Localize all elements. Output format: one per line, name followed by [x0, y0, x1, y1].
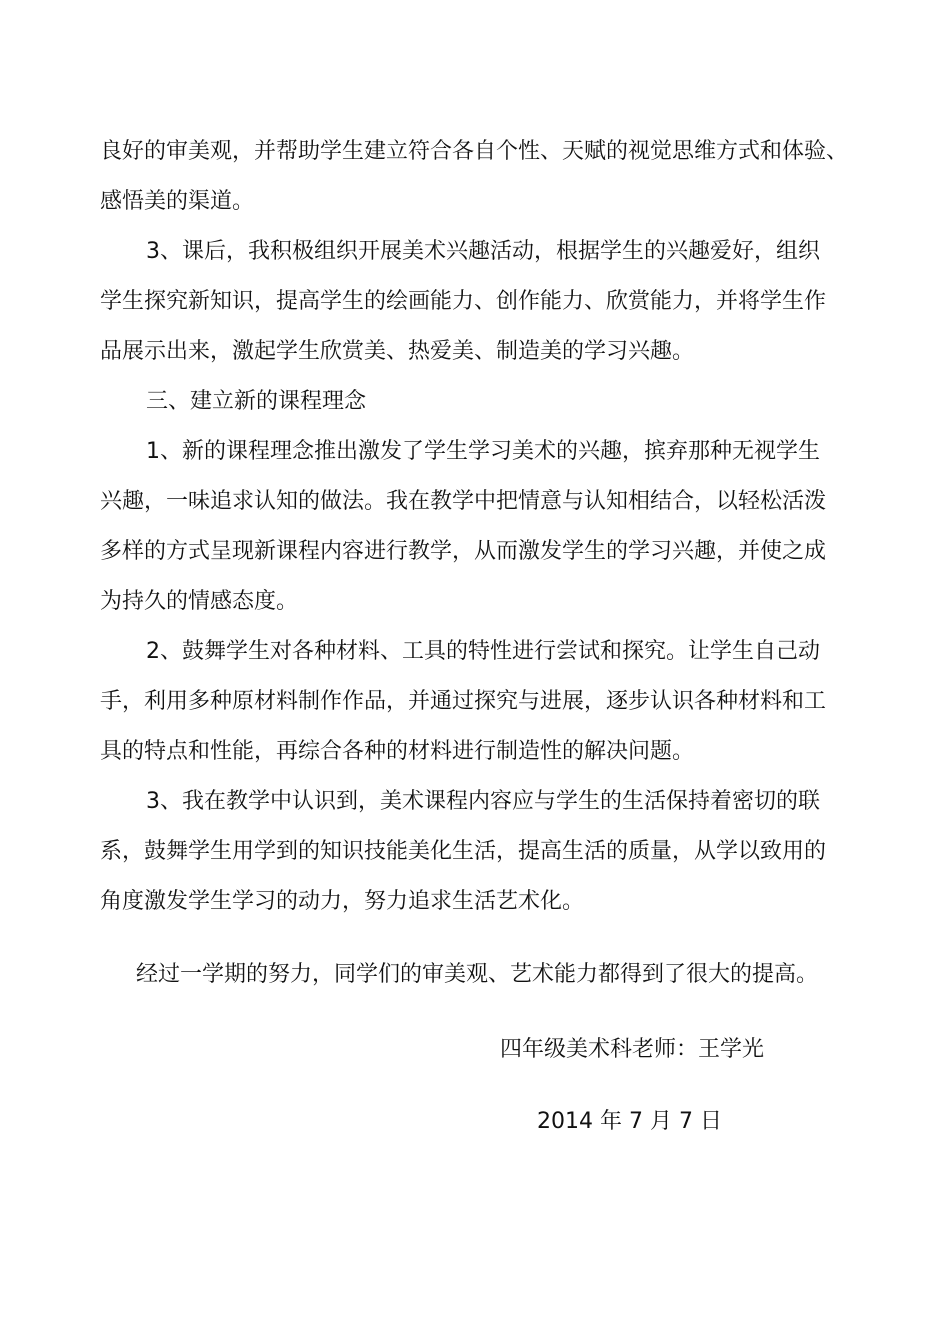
text-line: 3、课后，我积极组织开展美术兴趣活动，根据学生的兴趣爱好，组织	[146, 239, 820, 264]
text-line: 角度激发学生学习的动力，努力追求生活艺术化。	[100, 889, 585, 914]
text-line: 为持久的情感态度。	[100, 589, 299, 614]
text-line: 品展示出来，激起学生欣赏美、热爱美、制造美的学习兴趣。	[100, 339, 695, 364]
text-line: 系，鼓舞学生用学到的知识技能美化生活，提高生活的质量，从学以致用的	[100, 839, 827, 864]
text-line: 兴趣，一味追求认知的做法。我在教学中把情意与认知相结合，以轻松活泼	[100, 489, 827, 514]
text-line: 多样的方式呈现新课程内容进行教学，从而激发学生的学习兴趣，并使之成	[100, 539, 827, 564]
text-line: 学生探究新知识，提高学生的绘画能力、创作能力、欣赏能力，并将学生作	[100, 289, 827, 314]
document-date: 2014 年 7 月 7 日	[537, 1109, 722, 1134]
closing-summary: 经过一学期的努力，同学们的审美观、艺术能力都得到了很大的提高。	[136, 962, 819, 987]
text-line: 2、鼓舞学生对各种材料、工具的特性进行尝试和探究。让学生自己动	[146, 639, 820, 664]
text-line: 1、新的课程理念推出激发了学生学习美术的兴趣，摈弃那种无视学生	[146, 439, 820, 464]
text-line: 感悟美的渠道。	[100, 189, 255, 214]
teacher-signature: 四年级美术科老师：王学光	[500, 1037, 765, 1062]
text-line: 具的特点和性能，再综合各种的材料进行制造性的解决问题。	[100, 739, 695, 764]
text-line: 手，利用多种原材料制作作品，并通过探究与进展，逐步认识各种材料和工	[100, 689, 827, 714]
section-heading: 三、建立新的课程理念	[146, 389, 367, 414]
text-line: 3、我在教学中认识到，美术课程内容应与学生的生活保持着密切的联	[146, 789, 820, 814]
text-line: 良好的审美观，并帮助学生建立符合各自个性、天赋的视觉思维方式和体验、	[100, 139, 849, 164]
